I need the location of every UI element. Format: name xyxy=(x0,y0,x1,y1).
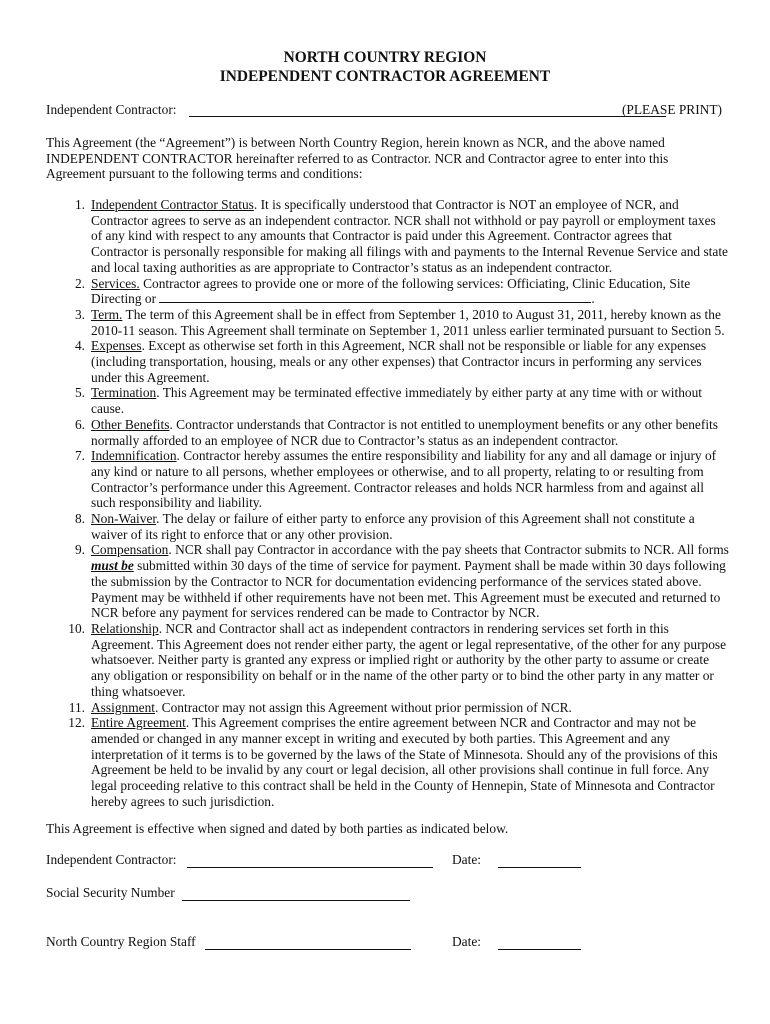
effective-statement: This Agreement is effective when signed and dated by both parties as indicated below. xyxy=(46,821,509,836)
contractor-signature-label: Independent Contractor: xyxy=(46,852,177,867)
ssn-label: Social Security Number xyxy=(46,885,175,900)
term-heading: Non-Waiver xyxy=(91,511,157,527)
term-12: 12. Entire Agreement. This Agreement comprises the entire agreement between NCR and Contractor and may not be amended or changed in any manner except in writing and executed by both parties. This Agreement and any interpretation of it terms is to be governed by the laws of the State of Minnesota. Should any of the provisions of this Agreement be held to be invalid by any court or legal decision, all other provisions shall continue in full force. Any legal proceeding relative to this contract shall be held in the County of Hennepin, State of Minnesota and Contractor hereby agrees to such jurisdiction. xyxy=(68,715,718,809)
term-heading: Services. xyxy=(91,275,140,291)
term-11: 11. Assignment. Contractor may not assign this Agreement without prior permission of NCR. xyxy=(68,699,572,715)
ssn-row xyxy=(46,885,606,903)
other-service-blank[interactable] xyxy=(159,291,591,303)
term-heading: Termination xyxy=(91,385,157,401)
term-9: 9. Compensation. NCR shall pay Contractor in accordance with the pay sheets that Contractor submits to NCR. All forms must be submitted within 30 days of the time of service for payment. Payment shall be made within 30 days following the submission by the Contractor to NCR for documentation evidencing performance of the services stated above. Payment may be withheld if other requirements have not been met. This Agreement must be executed and returned to NCR before any payment for services rendered can be made to Contractor by NCR. xyxy=(74,542,729,621)
term-heading: Entire Agreement xyxy=(91,715,186,731)
contractor-name-field xyxy=(46,102,722,119)
term-5: 5. Termination. This Agreement may be terminated effective immediately by either party at any time with or without cause. xyxy=(74,385,703,417)
term-2: 2. Services. Contractor agrees to provide one or more of the following services: Officiating, Clinic Education, Site Directing or . xyxy=(74,275,691,307)
staff-signature-line[interactable] xyxy=(205,949,411,950)
term-7: 7. Indemnification. Contractor hereby assumes the entire responsibility and liability for any and all damage or injury of any kind or nature to all persons, whether employees or otherwise, and to all property, relating to or resulting from Contractor’s performance under this Agreement. Contractor releases and holds NCR harmless from and against all such responsibility and liability. xyxy=(74,448,717,511)
contractor-name-label: Independent Contractor: xyxy=(46,102,177,117)
term-4: 4. Expenses. Except as otherwise set forth in this Agreement, NCR shall not be responsible or liable for any expenses (including transportation, housing, meals or any other expenses) that Contractor incurs in performing any services under this Agreement. xyxy=(74,338,707,385)
must-be-emphasis: must be xyxy=(91,558,134,574)
staff-signature-row xyxy=(46,934,606,952)
term-heading: Compensation xyxy=(91,542,169,558)
intro-text: This Agreement (the “Agreement”) is between North Country Region, herein known as NCR, and the above named INDEPENDENT CONTRACTOR hereinafter referred to as Contractor. NCR and Contractor agree to enter into this Agreement pursuant to the following terms and conditions: xyxy=(46,135,669,182)
term-heading: Independent Contractor Status xyxy=(91,197,254,212)
term-6: 6. Other Benefits. Contractor understands that Contractor is not entitled to unemployment benefits or any other benefits normally afforded to an employee of NCR due to Contractor’s status as an independent contractor. xyxy=(74,416,718,448)
term-heading: Relationship xyxy=(91,620,159,636)
term-10: 10. Relationship. NCR and Contractor shall act as independent contractors in rendering services set forth in this Agreement. This Agreement does not render either party, the agent or legal representative, of the other for any purpose whatsoever. Neither party is granted any express or implied right or authority by the other party to assume or create any obligation or responsibility on behalf or in the name of the other party or to bind the other party in any matter or thing whatsoever. xyxy=(68,620,727,699)
term-heading: Expenses xyxy=(91,338,142,354)
agreement-title: INDEPENDENT CONTRACTOR AGREEMENT xyxy=(219,68,551,85)
intro-paragraph xyxy=(46,135,724,182)
staff-date-label: Date: xyxy=(452,934,481,949)
contractor-signature-line[interactable] xyxy=(187,867,433,868)
term-1: 1. Independent Contractor Status. It is specifically understood that Contractor is NOT an employee of NCR, and Contractor agrees to serve as an independent contractor. NCR shall not withhold or pay payroll or employment taxes of any kind with respect to any amounts that Contractor is paid under this Agreement. Contractor agrees that Contractor is personally responsible for making all filings with and payments to the Internal Revenue Service and state and local taxing authorities as are appropriate to Contractor’s status as an independent contractor. xyxy=(74,197,729,275)
term-heading: Assignment xyxy=(91,699,155,715)
contractor-name-blank[interactable] xyxy=(189,116,666,117)
please-print-note: (PLEASE PRINT) xyxy=(621,102,722,117)
term-heading: Other Benefits xyxy=(91,416,170,432)
term-3: 3. Term. The term of this Agreement shall be in effect from September 1, 2010 to August 31, 2011, hereby known as the 2010-11 season. This Agreement shall terminate on September 1, 2011 unless earlier terminated pursuant to Section 5. xyxy=(74,306,725,338)
contractor-date-line[interactable] xyxy=(498,867,581,868)
contractor-signature-row xyxy=(46,852,606,870)
staff-date-line[interactable] xyxy=(498,949,581,950)
ssn-line[interactable] xyxy=(182,900,410,901)
term-8: 8. Non-Waiver. The delay or failure of either party to enforce any provision of this Agreement shall not constitute a waiver of its right to enforce that or any other provision. xyxy=(74,511,695,542)
region-title: NORTH COUNTRY REGION xyxy=(283,49,487,66)
terms-list xyxy=(46,197,730,809)
staff-signature-label: North Country Region Staff xyxy=(46,934,196,949)
term-heading: Term. xyxy=(91,306,123,322)
contractor-date-label: Date: xyxy=(452,852,481,867)
term-heading: Indemnification xyxy=(91,448,177,464)
